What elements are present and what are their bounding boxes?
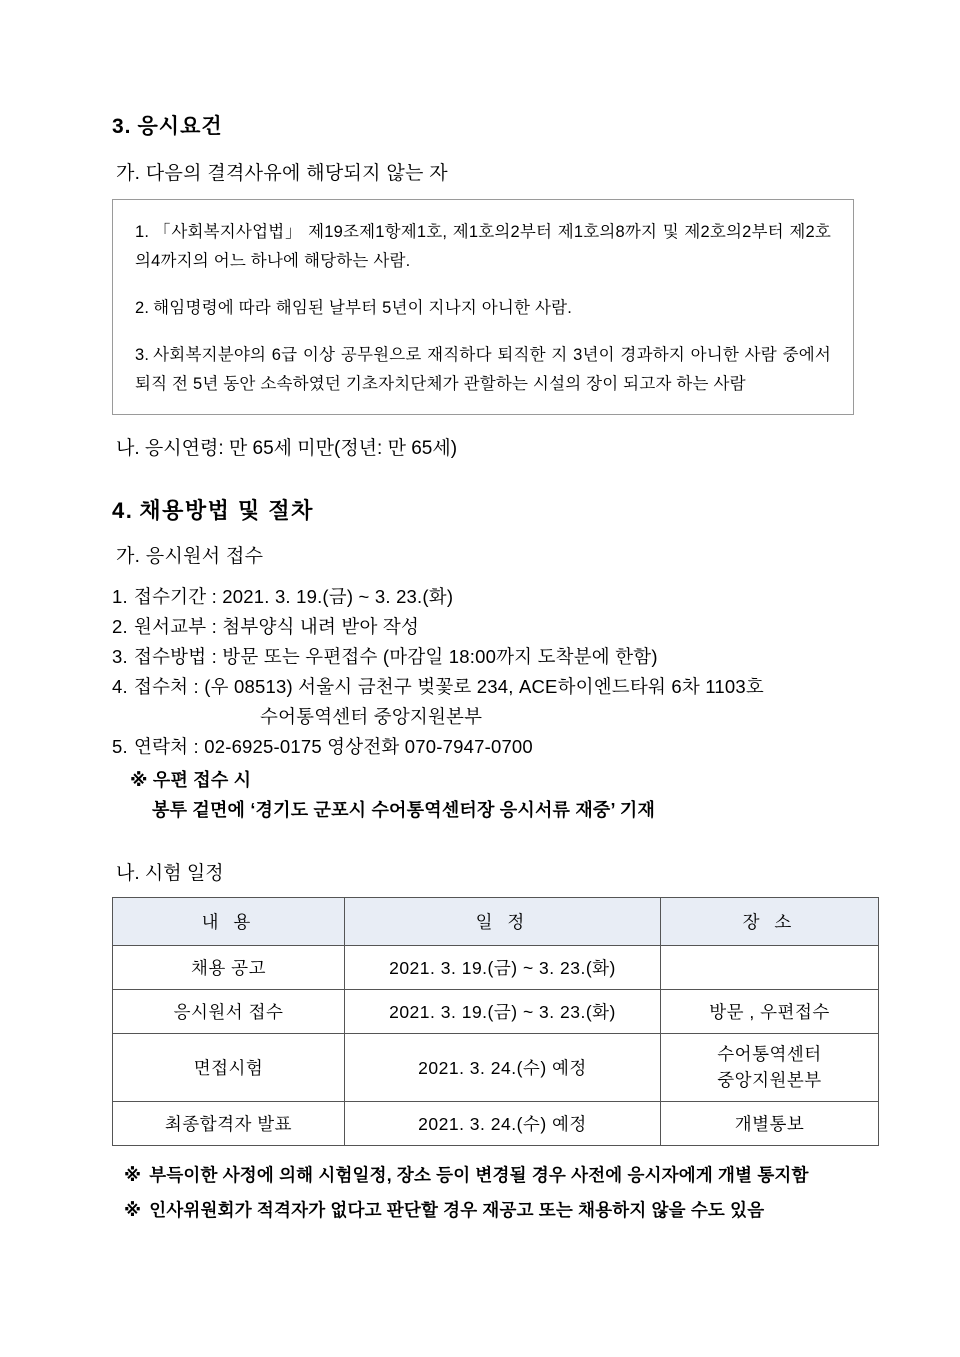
disqualification-item [135, 218, 831, 276]
column-header-content: 내 용 [113, 898, 345, 946]
list-item [112, 582, 875, 612]
footnote-text: 인사위원회가 적격자가 없다고 판단할 경우 재공고 또는 채용하지 않을 수도 있음 [149, 1199, 765, 1220]
cell-date: 2021. 3. 19.(금) ~ 3. 23.(화) [345, 990, 661, 1034]
item-index: 1. [135, 223, 150, 241]
list-item [112, 612, 875, 642]
section-number: 4. [112, 498, 134, 524]
footnote [124, 1162, 875, 1187]
schedule-table [112, 897, 879, 1146]
reference-mark-icon: ※ [124, 1199, 142, 1220]
item-text: 접수처 : (우 08513) 서울시 금천구 벚꽃로 234, ACE하이엔드타워 6차 1103호 [134, 676, 764, 698]
cell-content: 면접시험 [113, 1034, 345, 1102]
table-row [113, 946, 879, 990]
table-row [113, 1101, 879, 1145]
cell-content: 최종합격자 발표 [113, 1101, 345, 1145]
item-text: 접수방법 : 방문 또는 우편접수 (마감일 18:00까지 도착분에 한함) [134, 646, 658, 668]
footnotes [112, 1162, 875, 1222]
mail-submission-note: ※ 우편 접수 시 [130, 770, 252, 791]
subsection-3b-label: 나. 응시연령: 만 65세 미만(정년: 만 65세) [116, 438, 458, 460]
table-header-row [113, 898, 879, 946]
cell-place: 수어통역센터 중앙지원본부 [661, 1034, 879, 1102]
item-number: 2. [112, 616, 128, 638]
column-header-place: 장 소 [661, 898, 879, 946]
item-text: 원서교부 : 첨부양식 내려 받아 작성 [134, 616, 420, 638]
item-number: 1. [112, 586, 128, 608]
footnote-text: 부득이한 사정에 의해 시험일정, 장소 등이 변경될 경우 사전에 응시자에게 개별 통지함 [149, 1164, 809, 1185]
table-row [113, 990, 879, 1034]
section-heading-3 [112, 110, 875, 140]
envelope-marking-note: 봉투 겉면에 ‘경기도 군포시 수어통역센터장 응시서류 재중’ 기재 [152, 800, 656, 821]
subsection-4a-label: 가. 응시원서 접수 [116, 546, 264, 568]
cell-date: 2021. 3. 19.(금) ~ 3. 23.(화) [345, 946, 661, 990]
table-row [113, 1034, 879, 1102]
footnote [124, 1197, 875, 1222]
cell-date: 2021. 3. 24.(수) 예정 [345, 1101, 661, 1145]
subsection-3a-label: 가. 다음의 결격사유에 해당되지 않는 자 [116, 163, 448, 184]
section-heading-4 [112, 494, 875, 525]
item-number: 4. [112, 676, 128, 698]
cell-content: 채용 공고 [113, 946, 345, 990]
subsection-4b-label: 나. 시험 일정 [116, 863, 224, 885]
cell-date: 2021. 3. 24.(수) 예정 [345, 1034, 661, 1102]
item-text: 연락처 : 02-6925-0175 영상전화 070-7947-0700 [134, 736, 533, 758]
section-title: 채용방법 및 절차 [139, 498, 314, 524]
disqualification-item [135, 341, 831, 399]
item-text: 접수기간 : 2021. 3. 19.(금) ~ 3. 23.(화) [134, 586, 454, 608]
disqualification-item [135, 294, 831, 323]
cell-place [661, 946, 879, 990]
item-index: 3. [135, 345, 150, 364]
item-number: 3. [112, 646, 128, 668]
item-text: 「사회복지사업법」 제19조제1항제1호, 제1호의2부터 제1호의8까지 및 제2호의2부터 제2호의4까지의 어느 하나에 해당하는 사람. [135, 223, 831, 270]
item-text: 해임명령에 따라 해임된 날부터 5년이 지나지 아니한 사람. [153, 298, 573, 317]
cell-content: 응시원서 접수 [113, 990, 345, 1034]
item-text: 사회복지분야의 6급 이상 공무원으로 재직하다 퇴직한 지 3년이 경과하지 아니한 사람 중에서 퇴직 전 5년 동안 소속하였던 기초자치단체가 관할하는 시설의 장이 되고자 하는 사람 [135, 345, 831, 393]
cell-place: 방문 , 우편접수 [661, 990, 879, 1034]
cell-place: 개별통보 [661, 1101, 879, 1145]
disqualification-box [112, 199, 854, 415]
item-text-continued: 수어통역센터 중앙지원본부 [260, 706, 483, 728]
list-item [112, 642, 875, 672]
application-steps-list [112, 582, 875, 762]
column-header-date: 일 정 [345, 898, 661, 946]
list-item [112, 672, 875, 732]
item-number: 5. [112, 736, 128, 758]
item-index: 2. [135, 298, 150, 317]
list-item [112, 732, 875, 762]
section-title: 응시요건 [137, 115, 223, 138]
section-number: 3. [112, 115, 132, 138]
reference-mark-icon: ※ [124, 1164, 142, 1185]
